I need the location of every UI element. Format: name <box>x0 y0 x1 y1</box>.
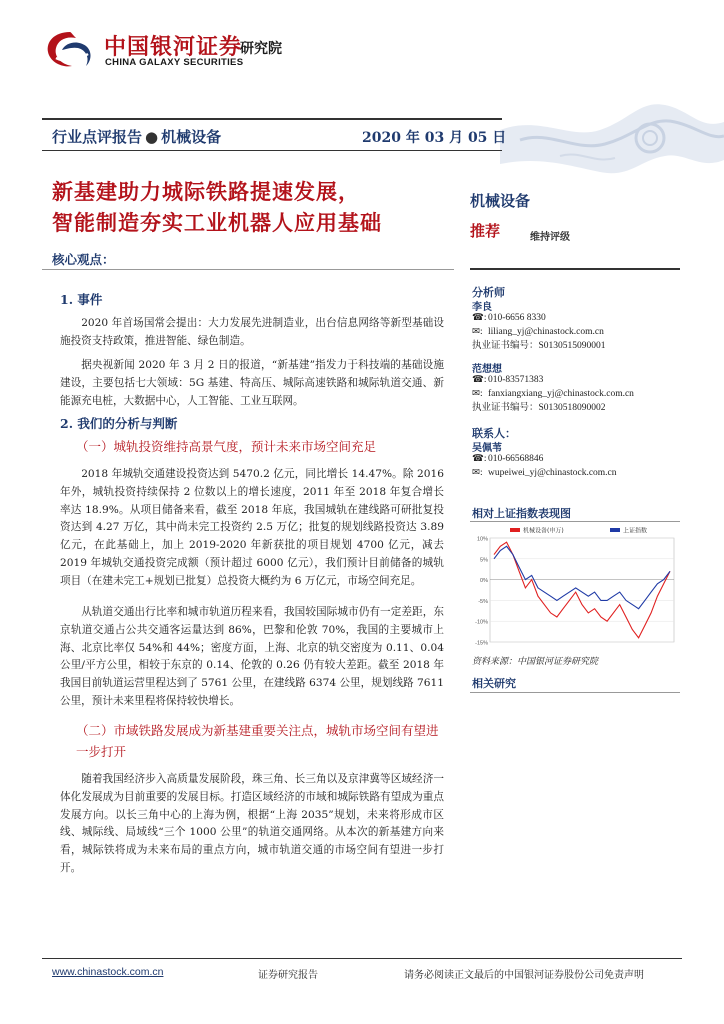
galaxy-logo-icon <box>42 28 98 72</box>
chart-source: 资料来源：中国银河证券研究院 <box>472 657 599 667</box>
chart-y-tick-label: -10% <box>475 619 488 626</box>
report-date: 2020 年 03 月 05 日 <box>362 130 507 146</box>
chart-y-tick-label: -15% <box>475 640 488 647</box>
bullet-icon: ● <box>145 128 159 146</box>
footer-website-link[interactable]: www.chinastock.com.cn <box>52 966 164 978</box>
brand-name-cn: 中国银河证券 <box>104 34 243 60</box>
report-type-line <box>52 126 221 147</box>
mail-icon: ✉: <box>472 327 483 337</box>
footer-disclaimer: 请务必阅读正文最后的中国银河证券股份公司免责声明 <box>404 970 644 981</box>
report-title-line-1: 新基建助力城际铁路提速发展， <box>52 179 360 204</box>
chart-title: 相对上证指数表现图 <box>472 507 571 520</box>
chart-y-tick-label: 0% <box>480 578 488 585</box>
chart-legend-label: 机械设备(申万) <box>523 527 564 535</box>
mail-icon: ✉: <box>472 389 483 399</box>
paragraph: 2018 年城轨交通建设投资达到 5470.2 亿元，同比增长 14.47%。除 2016 年外，城轨投资持续保持 2 位数以上的增长速度，2011 年至 2018 年复合增长率达 18.9%。从项目储备来看，截至 2018 年底，我国城轨在建线路可研批复投资达到 4.27 万亿，其中尚未完工投资约 2.5 万亿；批复的规划线路投资达 3.89 亿元，在此基础上，加上 2019-2020 年新获批的项目规划 4700 亿元，减去 2019 年城轨交通投资完成额（预计超过 6000 亿元），我们预计目前储备的城轨项目（在建未完工+规划已批复）总投资大概约为 6 万亿元，市场空间充足。 <box>60 468 444 587</box>
paragraph: 据央视新闻 2020 年 3 月 2 日的报道，“新基建”指发力于科技端的基础设施建设，主要包括七大领域：5G 基建、特高压、城际高速铁路和城际轨道交通、新能源充电桩，大数据中心，人工智能、工业互联网。 <box>60 359 444 407</box>
report-type: 行业点评报告 <box>52 128 143 146</box>
chart-y-tick-label: 10% <box>476 536 488 543</box>
chart-legend-swatch <box>610 528 620 532</box>
analyst-phone: ☎: 010-83571383 <box>472 375 544 385</box>
analyst-email: ✉: fanxiangxiang_yj@chinastock.com.cn <box>472 389 634 399</box>
analyst-phone: ☎: 010-6656 8330 <box>472 313 546 323</box>
paragraph: 随着我国经济步入高质量发展阶段，珠三角、长三角以及京津冀等区域经济一体化发展成为目前重要的发展目标。打造区域经济的市域和城际铁路有望成为重点发展方向。以长三角中心的上海为例，根据“上海 2035”规划，未来将形成市区线、城际线、局域线“三个 1000 公里”的轨道交通网络。从本次的新基建方向来看，城际铁将成为未来布局的重点方向，城市轨道交通的市场空间有望进一步打开。 <box>60 773 444 874</box>
rating-status: 维持评级 <box>530 232 570 243</box>
subsection-heading: （一）城轨投资维持高景气度，预计未来市场空间充足 <box>76 439 377 454</box>
section-heading-analysis: 2. 我们的分析与判断 <box>60 416 178 431</box>
related-research-heading: 相关研究 <box>472 677 516 690</box>
analyst-cert: 执业证书编号：S0130515090001 <box>472 341 606 351</box>
decorative-cloud-icon <box>500 60 724 190</box>
chart-y-tick-label: 5% <box>480 557 488 564</box>
contact-phone: ☎: 010-66568846 <box>472 454 544 464</box>
analyst-name: 李良 <box>472 302 492 313</box>
paragraph: 从轨道交通出行比率和城市轨道历程来看，我国较国际城市仍有一定差距，东京轨道交通占公共交通客运量达到 86%，巴黎和伦敦 70%，我国的主要城市上海、北京比率仅 54%和 44%；密度方面，上海、北京的轨交密度为 0.11、0.04 公里/平方公里，相较于东京的 0.14、伦敦的 0.26 仍有较大差距。截至 2018 年我国目前轨道运营里程达到了 5761 公里，在建线路 6374 公里，规划线路 7611 公里，预计未来里程将保持较快增长。 <box>60 606 444 707</box>
analyst-heading: 分析师 <box>472 286 505 299</box>
chart-y-tick-label: -5% <box>478 598 488 605</box>
report-title-line-2: 智能制造夯实工业机器人应用基础 <box>52 210 382 235</box>
footer-report-type: 证券研究报告 <box>258 970 318 981</box>
chart-rule <box>470 521 680 522</box>
phone-icon: ☎: <box>472 454 487 464</box>
header-rule-top <box>42 118 502 120</box>
analyst-name: 范想想 <box>472 364 502 375</box>
phone-icon: ☎: <box>472 313 487 323</box>
core-views-label: 核心观点： <box>52 252 115 267</box>
footer-rule <box>42 958 682 959</box>
header-rule-bottom <box>42 150 502 151</box>
rating-recommend: 推荐 <box>470 222 501 240</box>
sidebar-sector: 机械设备 <box>470 192 531 210</box>
chart-legend-swatch <box>510 528 520 532</box>
chart-series-line <box>494 546 670 608</box>
phone-icon: ☎: <box>472 375 487 385</box>
institute-name: 研究院 <box>240 41 282 57</box>
subsection-heading: （二）市域铁路发展成为新基建重要关注点，城轨市场空间有望进一步打开 <box>76 723 439 759</box>
chart-frame <box>490 538 674 642</box>
chart-series-line <box>494 542 670 638</box>
paragraph: 2020 年首场国常会提出：大力发展先进制造业，出台信息网络等新型基础设施投资支持政策，推进智能、绿色制造。 <box>60 317 444 347</box>
analyst-email: ✉: liliang_yj@chinastock.com.cn <box>472 327 604 337</box>
sidebar-rule <box>470 268 680 270</box>
core-views-rule <box>42 269 454 270</box>
relative-performance-chart <box>470 524 682 652</box>
section-heading-event: 1. 事件 <box>60 292 103 307</box>
contact-email: ✉: wupeiwei_yj@chinastock.com.cn <box>472 468 617 478</box>
brand-name-en: CHINA GALAXY SECURITIES <box>105 57 244 68</box>
analyst-cert: 执业证书编号：S0130518090002 <box>472 403 606 413</box>
contact-name: 吴佩苇 <box>472 443 502 454</box>
related-rule <box>470 692 680 693</box>
contact-heading: 联系人： <box>472 427 516 440</box>
chart-legend-label: 上证指数 <box>623 527 648 535</box>
mail-icon: ✉: <box>472 468 483 478</box>
report-sector: 机械设备 <box>161 128 222 146</box>
